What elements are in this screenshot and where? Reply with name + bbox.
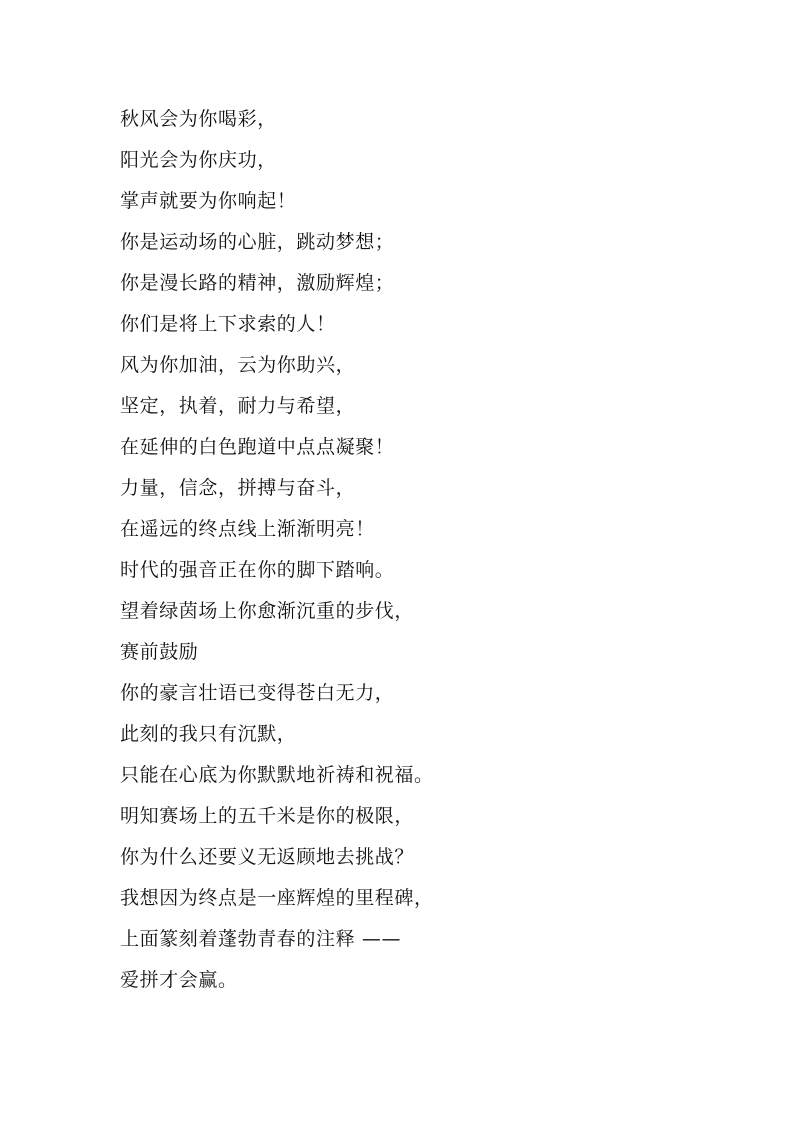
poem-line: 上面篆刻着蓬勃青春的注释 —— (120, 928, 402, 950)
poem-line: 你们是将上下求索的人！ (120, 313, 336, 335)
poem-line: 秋风会为你喝彩， (120, 108, 277, 130)
poem-line: 坚定，执着，耐力与希望， (120, 395, 356, 417)
poem-line: 此刻的我只有沉默， (120, 723, 297, 745)
poem-line: 明知赛场上的五千米是你的极限， (120, 805, 415, 827)
poem-line: 你为什么还要义无返顾地去挑战？ (120, 846, 415, 868)
poem-line: 阳光会为你庆功， (120, 149, 277, 171)
poem-line: 爱拼才会赢。 (120, 969, 238, 991)
poem-line: 赛前鼓励 (120, 641, 199, 663)
poem-text (120, 104, 434, 1006)
poem-line: 你的豪言壮语已变得苍白无力， (120, 682, 395, 704)
poem-line: 只能在心底为你默默地祈祷和祝福。 (120, 764, 434, 786)
poem-line: 你是运动场的心脏，跳动梦想； (120, 231, 395, 253)
poem-line: 我想因为终点是一座辉煌的里程碑， (120, 887, 434, 909)
poem-line: 时代的强音正在你的脚下踏响。 (120, 559, 395, 581)
poem-line: 望着绿茵场上你愈渐沉重的步伐， (120, 600, 415, 622)
poem-line: 掌声就要为你响起！ (120, 190, 297, 212)
poem-line: 风为你加油，云为你助兴， (120, 354, 356, 376)
poem-line: 在延伸的白色跑道中点点凝聚！ (120, 436, 395, 458)
poem-line: 在遥远的终点线上渐渐明亮！ (120, 518, 375, 540)
poem-line: 力量，信念，拼搏与奋斗， (120, 477, 356, 499)
poem-line: 你是漫长路的精神，激励辉煌； (120, 272, 395, 294)
